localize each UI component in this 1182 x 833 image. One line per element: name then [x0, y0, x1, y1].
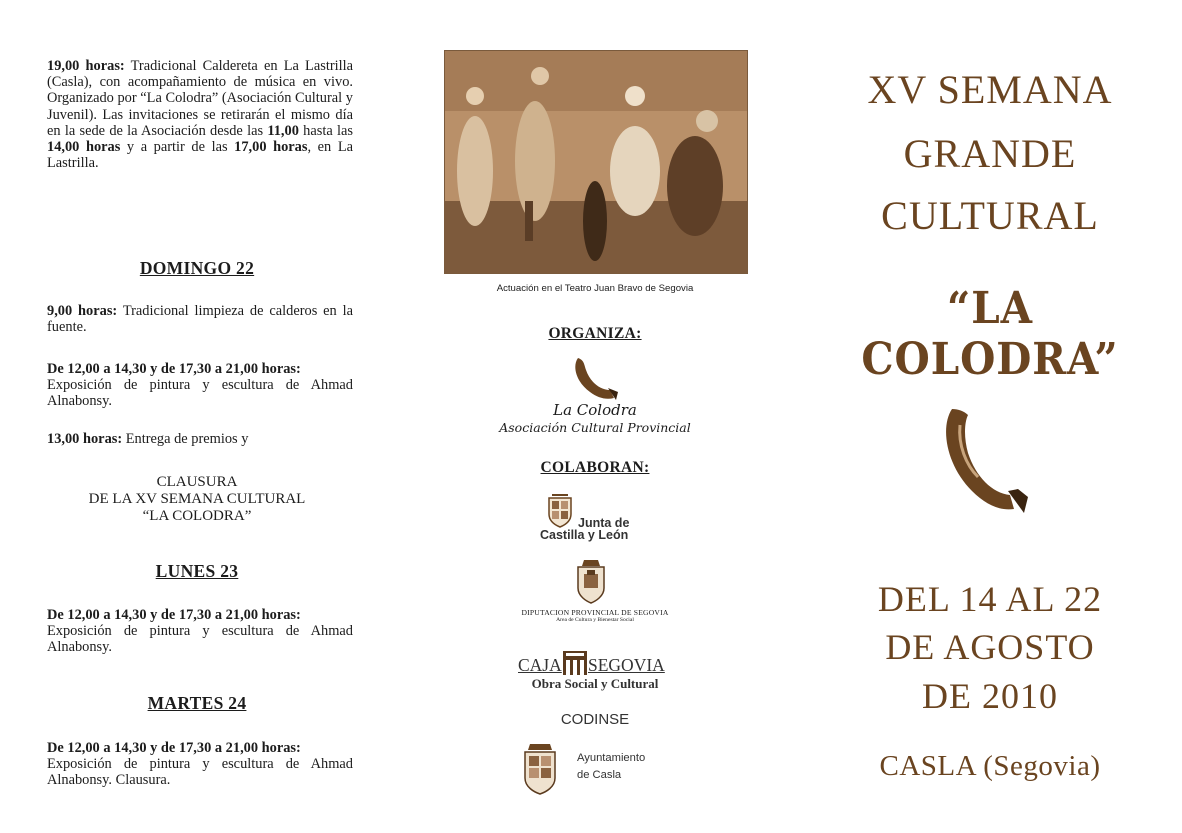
sponsor-codinse: CODINSE — [560, 711, 630, 728]
aqueduct-icon — [563, 651, 587, 675]
event-exposicion-domingo: De 12,00 a 14,30 y de 17,30 a 21,00 horas: Exposición de pintura y escultura de Ahmad Alnabonsy. — [47, 361, 353, 410]
sponsor-diputacion-line2: Area de Cultura y Bienestar Social — [556, 617, 634, 623]
event-exposicion-martes: De 12,00 a 14,30 y de 17,30 a 21,00 horas: Exposición de pintura y escultura de Ahmad Alnabonsy. Clausura. — [47, 740, 353, 789]
casla-coat-of-arms-icon — [522, 742, 558, 796]
event-caldereta: 19,00 horas: Tradicional Caldereta en La Lastrilla (Casla), con acompañamiento de música en vivo. Organizado por “La Colodra” (Asociación Cultural y Juvenil). Las invitaciones se retirarán el mismo día en la sede de la Asociación desde las 11,00 hasta las 14,00 horas y a partir de las 17,00 horas, en La Lastrilla. — [47, 58, 354, 172]
title-line-1: XV SEMANA — [867, 67, 1113, 112]
sponsor-junta-line2: Castilla y León — [540, 528, 629, 542]
heading-martes: MARTES 24 — [147, 693, 247, 713]
event-exposicion-lunes: De 12,00 a 14,30 y de 17,30 a 21,00 horas: Exposición de pintura y escultura de Ahmad Alnabonsy. — [47, 607, 353, 656]
photo-caption: Actuación en el Teatro Juan Bravo de Segovia — [496, 283, 694, 294]
sponsor-caja-word2: SEGOVIA — [588, 655, 665, 675]
theatre-photo — [444, 50, 748, 274]
sponsor-ayuntamiento-line1: Ayuntamiento — [577, 752, 646, 764]
title-line-2: GRANDE — [903, 131, 1077, 176]
dates-line-2: DE AGOSTO — [885, 627, 1095, 667]
sponsor-junta-line1: Junta de — [578, 516, 630, 530]
colodra-horn-icon — [570, 356, 620, 402]
colodra-horn-large-icon — [938, 405, 1030, 517]
heading-colaboran: COLABORAN: — [540, 459, 650, 476]
closing-announcement: CLAUSURA DE LA XV SEMANA CULTURAL “LA COLODRA” — [88, 474, 306, 524]
sponsor-ayuntamiento-line2: de Casla — [577, 769, 622, 781]
dancers-image — [445, 51, 747, 273]
junta-coat-of-arms-icon — [546, 490, 574, 528]
heading-organiza: ORGANIZA: — [548, 325, 642, 342]
heading-lunes: LUNES 23 — [155, 561, 239, 581]
title-line-3: CULTURAL — [881, 193, 1099, 238]
sponsor-caja-subtitle: Obra Social y Cultural — [531, 676, 659, 691]
org-subtitle: Asociación Cultural Provincial — [499, 420, 691, 435]
diputacion-coat-of-arms-icon — [574, 558, 608, 604]
heading-domingo: DOMINGO 22 — [139, 258, 255, 278]
event-name: “LA COLODRA” — [861, 283, 1119, 385]
event-time: 19,00 horas: — [47, 58, 125, 74]
org-name: La Colodra — [553, 401, 637, 419]
event-limpieza: 9,00 horas: Tradicional limpieza de calderos en la fuente. — [47, 303, 353, 336]
dates-line-3: DE 2010 — [922, 676, 1058, 716]
sponsor-caja-word1: CAJA — [518, 655, 562, 675]
sponsor-diputacion-line1: DIPUTACION PROVINCIAL DE SEGOVIA — [521, 608, 669, 617]
event-location: CASLA (Segovia) — [879, 750, 1101, 782]
dates-line-1: DEL 14 AL 22 — [877, 579, 1103, 619]
event-premios: 13,00 horas: Entrega de premios y — [47, 431, 249, 447]
